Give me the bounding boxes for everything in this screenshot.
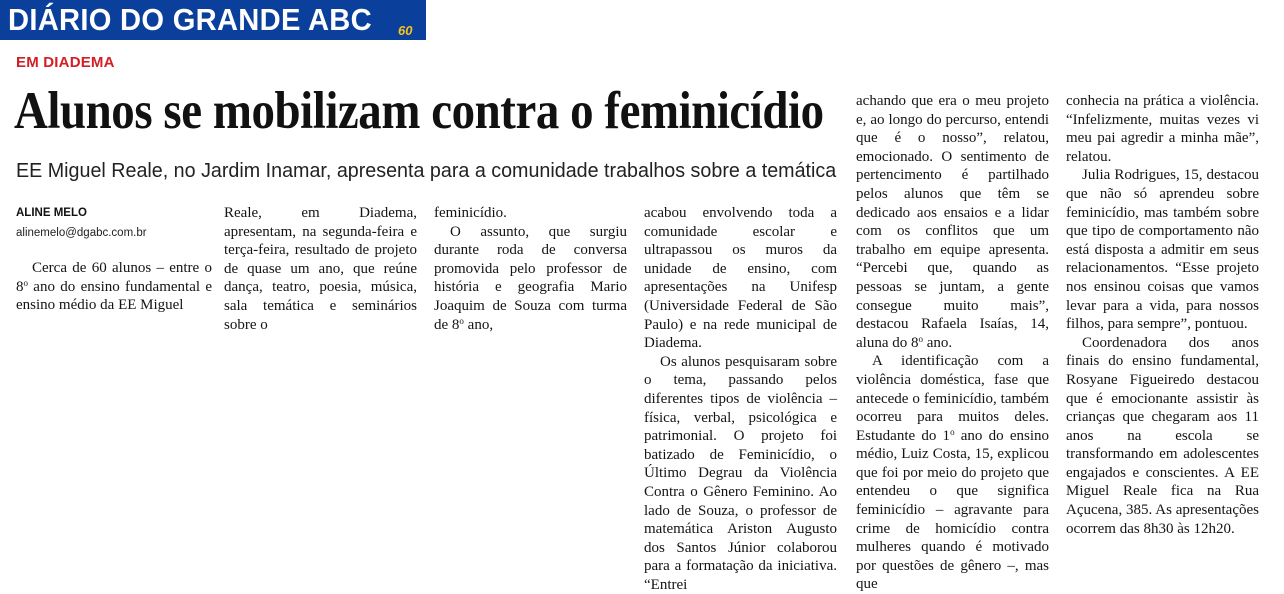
column-paragraph: A identificação com a violência doméstica, fase que antecede o feminicídio, também ocorreu para muitos deles. Estudante do 1$^o$ ano do ensino médio, Luiz Costa, 15, explicou que foi por meio do projeto que entendeu o que significa feminicídio – agravante para crime de homicídio contra mulheres quando é motivado por questões de gênero –, mas que [856, 353, 1049, 593]
column-paragraph: Reale, em Diadema, apresentam, na segunda-feira e terça-feira, resultado de projeto de quase um ano, que reúne dança, teatro, poesia, música, sala temática e seminários sobre o [224, 205, 417, 333]
byline-author: ALINE MELO [16, 207, 87, 219]
masthead [0, 0, 426, 40]
column-paragraph: conhecia na prática a violência. “Infelizmente, muitas vezes vi meu pai agredir a minha mãe”, relatou. [1066, 93, 1259, 165]
section-label: EM DIADEMA [16, 54, 115, 71]
column-paragraph: Cerca de 60 alunos – entre o 8$^o$ ano do ensino fundamental e ensino médio da EE Miguel [16, 260, 212, 314]
ordinal-mark: o [950, 426, 955, 437]
ordinal-mark: o [23, 277, 28, 288]
column-paragraph: feminicídio. [434, 205, 507, 221]
subheadline: EE Miguel Reale, no Jardim Inamar, apresenta para a comunidade trabalhos sobre a temática [16, 160, 837, 182]
masthead-title: DIÁRIO DO GRANDE ABC [8, 2, 372, 37]
anniversary-badge: 60 [398, 23, 413, 38]
article-column-1 [16, 259, 212, 315]
column-paragraph: achando que era o meu projeto e, ao longo do percurso, entendi que é o nosso”, relatou, emocionado. O sentimento de pertencimento é partilhado pelos alunos que têm se dedicado aos ensaios e a lidar com os conflitos que um trabalho em equipe apresenta. “Percebi que, quando as pessoas se juntam, a gente consegue muito mais”, destacou Rafaela Isaías, 14, aluna do 8$^o$ ano. [856, 93, 1049, 351]
column-paragraph: Os alunos pesquisaram sobre o tema, passando pelos diferentes tipos de violência – física, verbal, psicológica e patrimonial. O projeto foi batizado de Feminicídio, o Último Degrau da Violência Contra o Gênero Feminino. Ao lado de Souza, o professor de matemática Ariston Augusto dos Santos Júnior colaborou para a formatação da iniciativa. “Entrei [644, 353, 837, 593]
article-column-4 [644, 204, 837, 594]
ordinal-mark: o [459, 315, 464, 326]
column-paragraph: Julia Rodrigues, 15, destacou que não só aprendeu sobre feminicídio, mas também sobre que tipo de comportamento não está disposta a admitir em seus relacionamentos. “Esse projeto nos ensinou coisas que vamos levar para a vida, para nossos filhos, para sempre”, pontuou. [1066, 167, 1259, 333]
column-paragraph: O assunto, que surgiu durante roda de conversa promovida pelo professor de história e geografia Mario Joaquim de Souza com turma de 8$^o$ ano, [434, 223, 627, 333]
article-column-5 [856, 92, 1049, 594]
article-column-2 [224, 204, 417, 334]
article-column-3 [434, 204, 627, 334]
headline: Alunos se mobilizam contra o feminicídio [14, 82, 824, 140]
column-paragraph: Coordenadora dos anos finais do ensino fundamental, Rosyane Figueiredo destacou que é emocionante assistir às crianças que chegaram aos 11 anos na escola se transformando em adolescentes engajados e conscientes. A EE Miguel Reale fica na Rua Açucena, 385. As apresentações ocorrem das 8h30 às 12h20. [1066, 334, 1259, 537]
article-column-6 [1066, 92, 1259, 538]
byline-email: alinemelo@dgabc.com.br [16, 227, 147, 239]
ordinal-mark: o [918, 333, 923, 344]
column-paragraph: acabou envolvendo toda a comunidade escolar e ultrapassou os muros da unidade de ensino, com apresentações na Unifesp (Universidade Federal de São Paulo) e na rede municipal de Diadema. [644, 205, 837, 352]
